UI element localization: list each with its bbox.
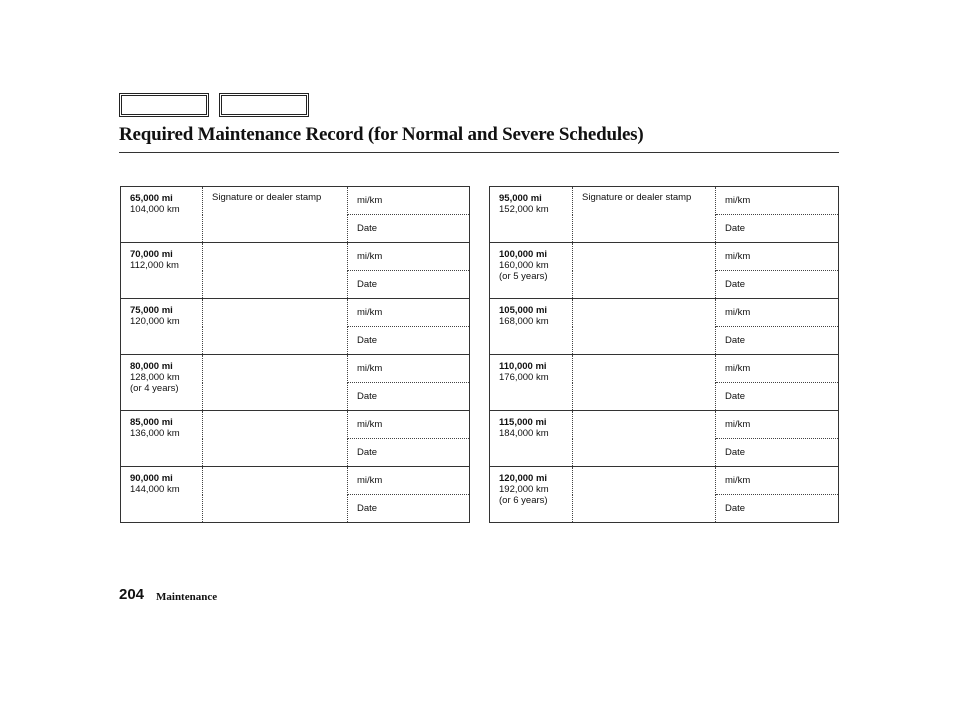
- interval-cell: [121, 355, 203, 411]
- header-tab-box-1: [119, 93, 209, 117]
- date-field[interactable]: [716, 383, 839, 411]
- date-label: Date: [725, 503, 746, 514]
- interval-kilometers: 128,000 km: [130, 372, 180, 383]
- record-row: [490, 411, 839, 439]
- mileage-field[interactable]: [348, 299, 470, 327]
- mileage-label: mi/km: [725, 363, 751, 374]
- mileage-field[interactable]: [716, 243, 839, 271]
- mileage-label: mi/km: [357, 475, 383, 486]
- interval-miles: 110,000 mi: [499, 361, 547, 372]
- interval-kilometers: 144,000 km: [130, 484, 180, 495]
- interval-kilometers: 112,000 km: [130, 260, 179, 271]
- date-label: Date: [725, 335, 746, 346]
- date-label: Date: [725, 391, 746, 402]
- interval-cell: [490, 187, 573, 243]
- date-label: Date: [357, 335, 378, 346]
- interval-miles: 105,000 mi: [499, 305, 548, 316]
- record-row: [121, 355, 470, 383]
- interval-cell: [121, 243, 203, 299]
- record-row: [121, 243, 470, 271]
- date-field[interactable]: [716, 327, 839, 355]
- mileage-label: mi/km: [357, 195, 383, 206]
- mileage-field[interactable]: [348, 467, 470, 495]
- signature-field[interactable]: [203, 299, 348, 355]
- mileage-field[interactable]: [348, 187, 470, 215]
- mileage-field[interactable]: [716, 299, 839, 327]
- interval-years: (or 6 years): [499, 495, 548, 506]
- signature-field[interactable]: [573, 243, 716, 299]
- section-name: Maintenance: [156, 591, 218, 603]
- date-label: Date: [357, 391, 378, 402]
- record-row: [490, 355, 839, 383]
- interval-miles: 90,000 mi: [130, 473, 173, 484]
- mileage-label: mi/km: [725, 475, 751, 486]
- interval-cell: [121, 299, 203, 355]
- interval-years: (or 5 years): [499, 271, 548, 282]
- mileage-field[interactable]: [348, 243, 470, 271]
- mileage-label: mi/km: [357, 363, 383, 374]
- date-label: Date: [357, 223, 378, 234]
- date-label: Date: [725, 279, 746, 290]
- interval-miles: 95,000 mi: [499, 193, 542, 204]
- date-field[interactable]: [716, 495, 839, 523]
- page-number: 204: [119, 586, 145, 603]
- interval-cell: [490, 355, 573, 411]
- mileage-field[interactable]: [716, 355, 839, 383]
- signature-field[interactable]: [573, 355, 716, 411]
- mileage-field[interactable]: [716, 411, 839, 439]
- record-row: [490, 299, 839, 327]
- interval-miles: 80,000 mi: [130, 361, 173, 372]
- mileage-field[interactable]: [348, 355, 470, 383]
- title-divider: [119, 152, 839, 153]
- maintenance-record-table-right: [489, 186, 839, 523]
- record-row: [121, 299, 470, 327]
- mileage-label: mi/km: [725, 195, 751, 206]
- date-field[interactable]: [348, 215, 470, 243]
- interval-miles: 115,000 mi: [499, 417, 547, 428]
- interval-cell: [490, 243, 573, 299]
- interval-miles: 70,000 mi: [130, 249, 173, 260]
- date-label: Date: [357, 279, 378, 290]
- interval-kilometers: 160,000 km: [499, 260, 549, 271]
- record-row: [121, 467, 470, 495]
- mileage-label: mi/km: [357, 419, 383, 430]
- interval-miles: 120,000 mi: [499, 473, 548, 484]
- interval-cell: [121, 467, 203, 523]
- date-label: Date: [725, 447, 746, 458]
- signature-field[interactable]: [203, 243, 348, 299]
- record-row: [121, 187, 470, 215]
- mileage-label: mi/km: [357, 307, 383, 318]
- interval-years: (or 4 years): [130, 383, 179, 394]
- record-row: [121, 411, 470, 439]
- date-label: Date: [725, 223, 746, 234]
- interval-miles: 65,000 mi: [130, 193, 173, 204]
- signature-field[interactable]: [203, 355, 348, 411]
- mileage-field[interactable]: [716, 467, 839, 495]
- interval-miles: 75,000 mi: [130, 305, 173, 316]
- date-field[interactable]: [348, 383, 470, 411]
- record-row: [490, 187, 839, 215]
- mileage-label: mi/km: [725, 307, 751, 318]
- mileage-field[interactable]: [348, 411, 470, 439]
- interval-cell: [490, 411, 573, 467]
- date-field[interactable]: [716, 215, 839, 243]
- interval-cell: [121, 187, 203, 243]
- date-label: Date: [357, 447, 378, 458]
- signature-field[interactable]: [203, 467, 348, 523]
- date-field[interactable]: [348, 327, 470, 355]
- interval-cell: [490, 467, 573, 523]
- interval-kilometers: 184,000 km: [499, 428, 549, 439]
- date-field[interactable]: [348, 271, 470, 299]
- signature-field[interactable]: [203, 187, 348, 243]
- date-field[interactable]: [716, 439, 839, 467]
- interval-miles: 100,000 mi: [499, 249, 548, 260]
- interval-kilometers: 176,000 km: [499, 372, 549, 383]
- mileage-label: mi/km: [725, 251, 751, 262]
- mileage-label: mi/km: [357, 251, 383, 262]
- signature-label: Signature or dealer stamp: [582, 192, 692, 203]
- mileage-label: mi/km: [725, 419, 751, 430]
- mileage-field[interactable]: [716, 187, 839, 215]
- interval-cell: [121, 411, 203, 467]
- signature-field[interactable]: [573, 299, 716, 355]
- signature-field[interactable]: [573, 187, 716, 243]
- interval-kilometers: 104,000 km: [130, 204, 180, 215]
- header-tab-box-2: [219, 93, 309, 117]
- signature-field[interactable]: [203, 411, 348, 467]
- interval-kilometers: 136,000 km: [130, 428, 180, 439]
- date-field[interactable]: [348, 495, 470, 523]
- record-row: [490, 467, 839, 495]
- date-field[interactable]: [348, 439, 470, 467]
- maintenance-record-table-left: [120, 186, 470, 523]
- signature-label: Signature or dealer stamp: [212, 192, 322, 203]
- date-label: Date: [357, 503, 378, 514]
- signature-field[interactable]: [573, 467, 716, 523]
- signature-field[interactable]: [573, 411, 716, 467]
- interval-cell: [490, 299, 573, 355]
- interval-kilometers: 120,000 km: [130, 316, 180, 327]
- date-field[interactable]: [716, 271, 839, 299]
- record-row: [490, 243, 839, 271]
- interval-miles: 85,000 mi: [130, 417, 173, 428]
- interval-kilometers: 192,000 km: [499, 484, 549, 495]
- page-title: Required Maintenance Record (for Normal and Severe Schedules): [119, 124, 644, 145]
- interval-kilometers: 168,000 km: [499, 316, 549, 327]
- interval-kilometers: 152,000 km: [499, 204, 549, 215]
